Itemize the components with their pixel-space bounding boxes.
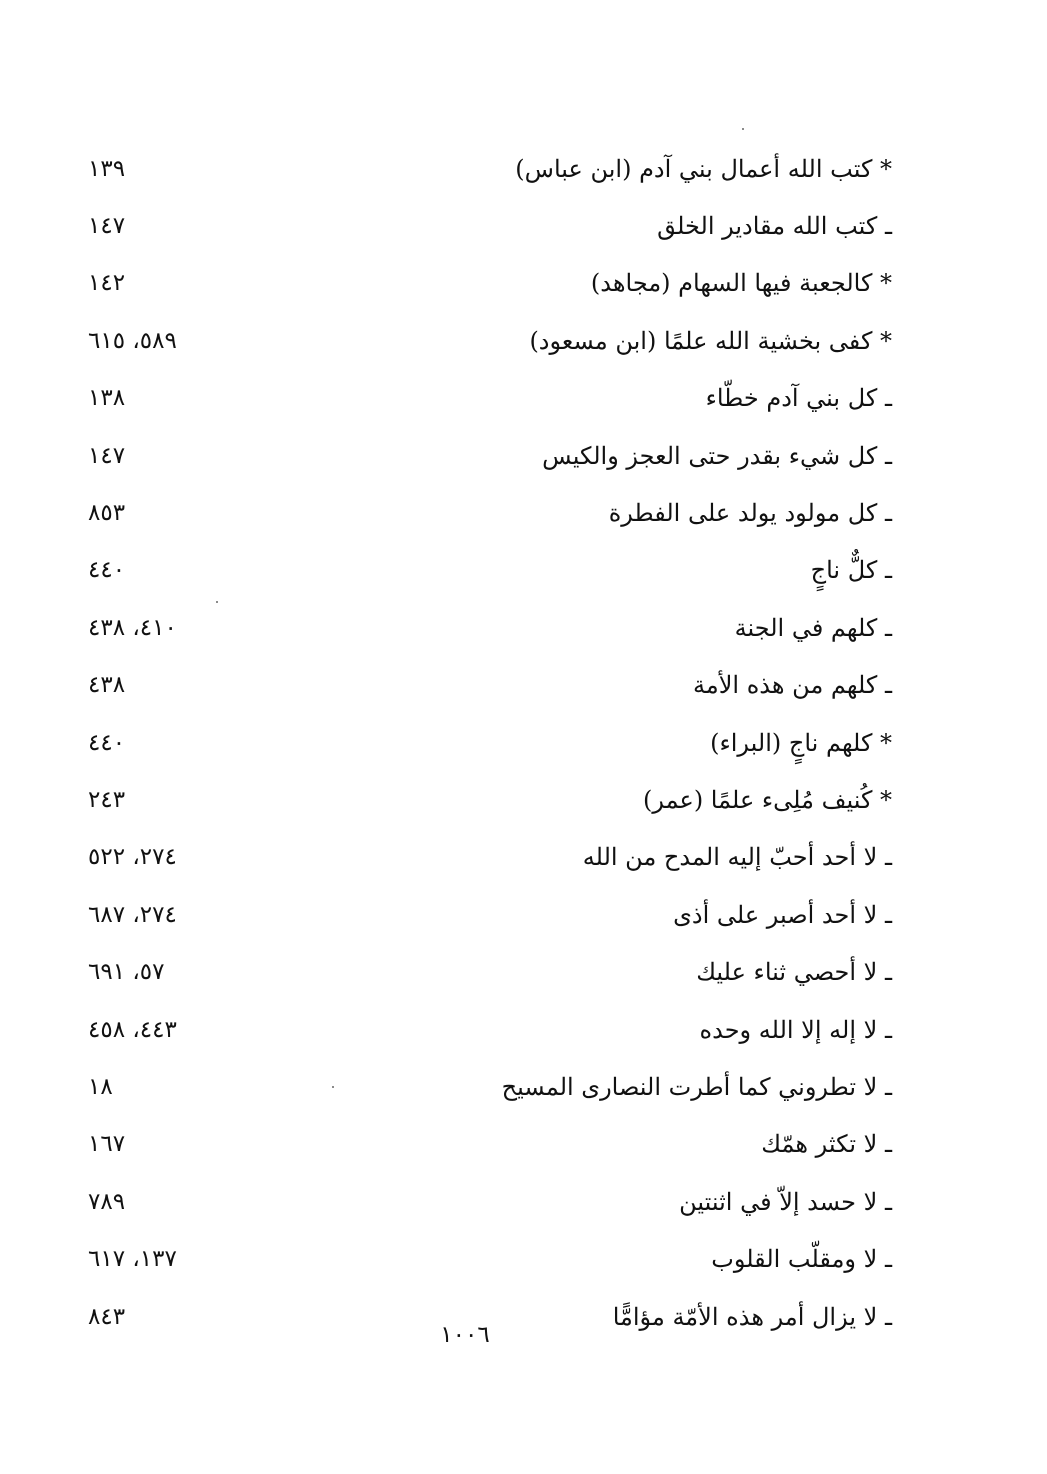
entry-page-refs: ٨٤٣	[88, 1303, 126, 1330]
entry-page-refs: ٢٧٤، ٦٨٧	[88, 901, 177, 928]
entry-text: * كفى بخشية الله علمًا (ابن مسعود)	[529, 326, 892, 355]
entry-text: ـ لا إله إلا الله وحده	[699, 1015, 892, 1044]
index-entry	[80, 1058, 900, 1115]
entry-page-refs: ١٣٩	[88, 155, 126, 182]
entry-text: ـ كل مولود يولد على الفطرة	[608, 499, 892, 528]
index-list	[80, 140, 900, 1345]
entry-page-refs: ١٣٨	[88, 385, 126, 412]
entry-page-refs: ٤٣٨	[88, 672, 126, 699]
entry-page-refs: ١٨	[88, 1073, 113, 1100]
entry-text: ـ لا تكثر همّك	[761, 1130, 892, 1159]
entry-page-refs: ٤٤٠	[88, 729, 126, 756]
entry-page-refs: ٢٤٣	[88, 786, 126, 813]
page-number: ١٠٠٦	[440, 1322, 490, 1348]
entry-text: ـ كتب الله مقادير الخلق	[657, 212, 892, 241]
index-entry	[80, 1116, 900, 1173]
entry-text: ـ لا يزال أمر هذه الأمّة مؤامًّا	[612, 1302, 892, 1331]
entry-text: ـ كل شيء بقدر حتى العجز والكيس	[542, 441, 892, 470]
entry-page-refs: ٤٤٠	[88, 557, 126, 584]
index-entry	[80, 427, 900, 484]
entry-page-refs: ١٤٢	[88, 270, 126, 297]
entry-text: ـ كل بني آدم خطّاء	[705, 384, 892, 413]
index-entry	[80, 943, 900, 1000]
entry-text: ـ لا أحصي ثناء عليك	[696, 958, 892, 987]
entry-text: ـ لا أحد أحبّ إليه المدح من الله	[582, 843, 892, 872]
index-entry	[80, 771, 900, 828]
index-entry	[80, 370, 900, 427]
entry-page-refs: ٥٧، ٦٩١	[88, 959, 165, 986]
index-entry	[80, 255, 900, 312]
index-entry	[80, 657, 900, 714]
entry-text: ـ كلهم في الجنة	[734, 613, 892, 642]
entry-text: * كُنيف مُلِىء علمًا (عمر)	[643, 785, 892, 814]
entry-page-refs: ٤١٠، ٤٣٨	[88, 614, 177, 641]
entry-page-refs: ٥٨٩، ٦١٥	[88, 327, 177, 354]
entry-text: ـ كلهم من هذه الأمة	[693, 671, 892, 700]
entry-text: ـ لا تطروني كما أطرت النصارى المسيح	[501, 1072, 892, 1101]
entry-text: * كلهم ناجٍ (البراء)	[710, 728, 892, 757]
entry-page-refs: ٢٧٤، ٥٢٢	[88, 844, 177, 871]
index-entry	[80, 1173, 900, 1230]
entry-text: ـ لا أحد أصبر على أذى	[673, 900, 892, 929]
index-entry	[80, 312, 900, 369]
index-entry	[80, 1001, 900, 1058]
entry-page-refs: ١٤٧	[88, 442, 126, 469]
entry-text: * كتب الله أعمال بني آدم (ابن عباس)	[515, 154, 892, 183]
entry-text: ـ لا ومقلّب القلوب	[711, 1245, 892, 1274]
entry-text: ـ كلٌّ ناجٍ	[810, 556, 892, 585]
index-entry	[80, 140, 900, 197]
index-entry	[80, 599, 900, 656]
index-entry	[80, 886, 900, 943]
entry-page-refs: ٧٨٩	[88, 1188, 126, 1215]
index-entry	[80, 714, 900, 771]
index-entry	[80, 542, 900, 599]
entry-page-refs: ٨٥٣	[88, 500, 126, 527]
index-entry	[80, 829, 900, 886]
entry-page-refs: ١٤٧	[88, 213, 126, 240]
entry-text: * كالجعبة فيها السهام (مجاهد)	[590, 269, 892, 298]
entry-page-refs: ١٣٧، ٦١٧	[88, 1246, 177, 1273]
entry-text: ـ لا حسد إلاّ في اثنتين	[679, 1187, 892, 1216]
index-entry	[80, 484, 900, 541]
index-entry	[80, 197, 900, 254]
index-entry	[80, 1230, 900, 1287]
entry-page-refs: ٤٤٣، ٤٥٨	[88, 1016, 177, 1043]
entry-page-refs: ١٦٧	[88, 1131, 126, 1158]
scan-speck	[742, 128, 744, 130]
